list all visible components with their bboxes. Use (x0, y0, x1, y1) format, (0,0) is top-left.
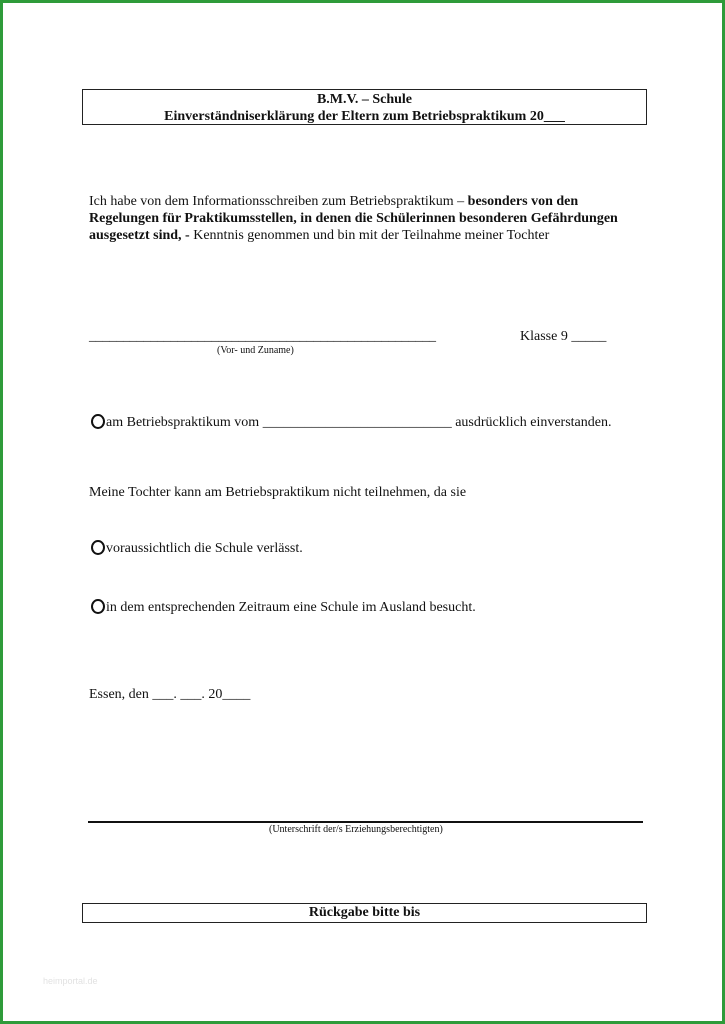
intro-paragraph (89, 193, 634, 244)
radio-abroad[interactable] (91, 599, 105, 614)
radio-consent[interactable] (91, 414, 105, 429)
return-label: Rückgabe bitte bis (308, 905, 421, 920)
option-consent-label: am Betriebspraktikum vom ___________________________ ausdrücklich einverstanden. (106, 415, 612, 430)
school-name: B.M.V. – Schule (316, 92, 413, 107)
intro-text-1: Ich habe von dem Informationsschreiben zum Betriebspraktikum – (89, 194, 468, 209)
header-box (82, 89, 647, 125)
signature-line[interactable] (88, 821, 643, 823)
name-line[interactable]: ___________________________________________________ (89, 329, 436, 344)
name-caption: (Vor- und Zuname) (217, 345, 294, 356)
intro-text-2: Kenntnis genommen und bin mit der Teilnahme meiner Tochter (189, 228, 550, 243)
statement-text: Meine Tochter kann am Betriebspraktikum nicht teilnehmen, da sie (89, 485, 467, 500)
klasse-field[interactable]: Klasse 9 _____ (520, 329, 607, 344)
form-title: Einverständniserklärung der Eltern zum Betriebspraktikum 20___ (164, 109, 565, 124)
option-leaving-label: voraussichtlich die Schule verlässt. (106, 541, 303, 556)
signature-caption: (Unterschrift der/s Erziehungsberechtigten) (269, 824, 443, 835)
radio-leaving[interactable] (91, 540, 105, 555)
return-box (82, 903, 647, 923)
option-leaving[interactable] (91, 540, 303, 557)
option-abroad[interactable] (91, 599, 476, 616)
option-abroad-label: in dem entsprechenden Zeitraum eine Schule im Ausland besucht. (106, 600, 476, 615)
option-consent[interactable] (91, 414, 611, 431)
watermark: heimportal.de (43, 976, 98, 986)
intro-bold-text: besonders von den Regelungen für Praktikumsstellen, in denen die Schülerinnen besonderen Gefährdungen ausgesetzt sind, - (89, 194, 618, 243)
date-line[interactable]: Essen, den ___. ___. 20____ (89, 687, 251, 702)
